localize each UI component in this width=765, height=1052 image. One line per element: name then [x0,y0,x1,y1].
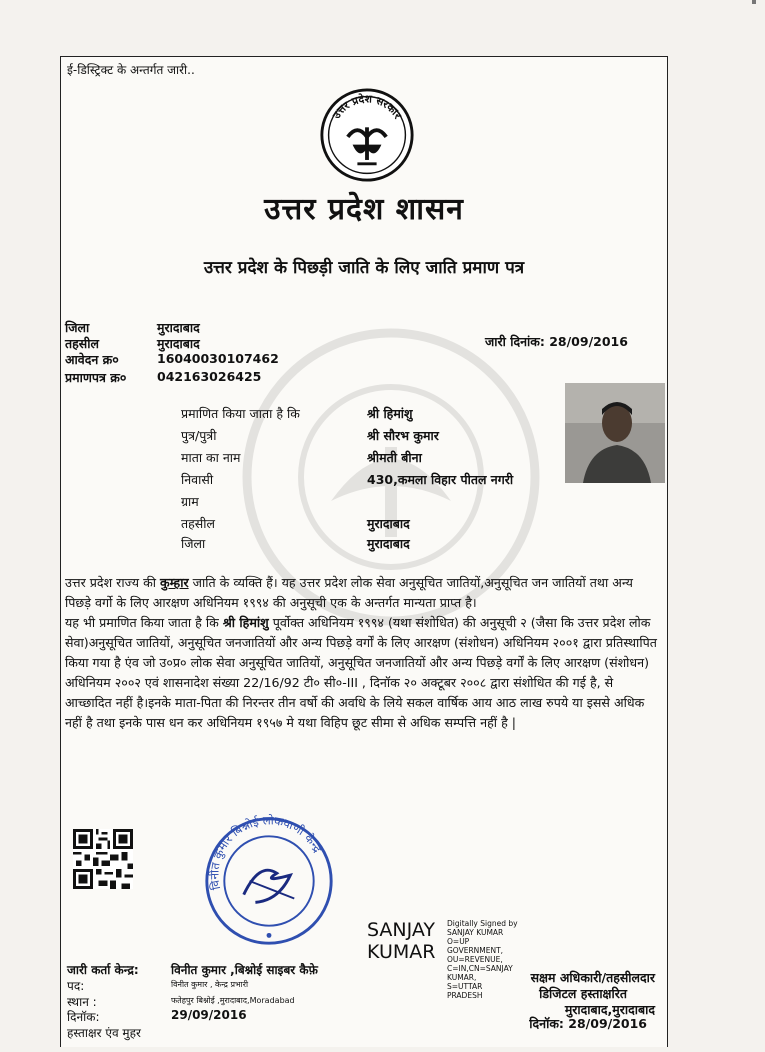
certificate-sheet [60,56,668,1047]
issuer-place-value: फतेहपुर बिश्नोई ,मुरादाबाद,Moradabad [171,996,295,1005]
issue-date: जारी दिनांक: 28/09/2016 [485,334,628,349]
scan-speck [752,0,756,4]
district-value: मुरादाबाद [157,320,200,335]
detail-value: श्रीमती बीना [367,450,422,465]
paragraph-income [65,613,661,733]
tehsil-label: तहसील [65,336,99,351]
detail-label: माता का नाम [181,450,241,465]
detail-value: श्री सौरभ कुमार [367,428,439,443]
paragraph-caste [65,573,661,613]
digital-signer-name: SANJAY KUMAR [367,919,436,963]
detail-label: तहसील [181,516,215,531]
tehsil-value: मुरादाबाद [157,336,200,351]
district-label: जिला [65,320,90,335]
issuer-date-label: दिनॉक: [67,1010,100,1024]
detail-label: जिला [181,536,206,551]
certificate-body [65,573,661,733]
detail-value: मुरादाबाद [367,516,410,531]
issuer-post-value: विनीत कुमार , केन्द्र प्रभारी [171,980,249,989]
digital-signature-details: Digitally Signed by SANJAY KUMAR O=UP GOVERNMENT, OU=REVENUE, C=IN,CN=SANJAY KUMAR, S=UTTAR PRADESH [447,919,518,1000]
issuer-center-value: विनीत कुमार ,बिश्नोई साइबर कैफ़े [171,963,318,977]
page-title: उत्तर प्रदेश शासन [264,192,464,227]
issuer-center-label: जारी कर्ता केन्द्र: [67,963,139,977]
detail-label: ग्राम [181,494,199,509]
issuer-sign-label: हस्ताक्षर एंव मुहर [67,1026,141,1040]
issuer-place-label: स्थान : [67,995,97,1009]
certificate-value: 042163026425 [157,369,262,384]
detail-label: पुत्र/पुत्री [181,428,217,443]
body-text-1b: जाति के व्यक्ति हैं। यह उत्तर प्रदेश लोक सेवा अनुसूचित जातियों,अनुसूचित जन जातियों तथा अन्य पिछड़े वर्गो के लिए आरक्षण अधिनियम १९९४ की अनुसूची एक के अन्तर्गत मान्यता प्राप्त है। [65,575,633,610]
detail-label: निवासी [181,472,214,487]
body-applicant-name: श्री हिमांशु [222,615,269,630]
seal-text: विनीत कुमार बिश्नोई लोकवाणी केन्द्र [207,813,325,891]
person-photo-icon [565,383,665,483]
issuer-post-label: पद: [67,979,85,993]
up-govt-emblem-icon [319,87,415,183]
detail-value: मुरादाबाद [367,536,410,551]
body-text-2a: यह भी प्रमाणित किया जाता है कि [65,615,223,630]
applicant-photo [565,383,665,483]
detail-value: श्री हिमांशु [367,406,413,421]
edistrict-note: ई-डिस्ट्रिक्ट के अन्तर्गत जारी.. [67,63,195,77]
official-seal-icon [201,813,337,949]
authority-location: मुरादाबाद,मुरादाबाद [564,1002,655,1017]
application-value: 16040030107462 [157,351,279,366]
certificate-label: प्रमाणपत्र क्र० [65,370,127,385]
detail-value: 430,कमला विहार पीतल नगरी [367,472,514,487]
detail-label: प्रमाणित किया जाता है कि [181,406,300,421]
certificate-subtitle: उत्तर प्रदेश के पिछड़ी जाति के लिए जाति प्रमाण पत्र [203,258,525,278]
emblem-text: उत्तर प्रदेश सरकार [330,93,404,122]
authority-title: सक्षम अधिकारी/तहसीलदार [530,970,655,985]
authority-digital: डिजिटल हस्ताक्षरित [539,986,627,1001]
qr-code-icon [73,829,133,889]
authority-date: दिनॉक: 28/09/2016 [529,1016,647,1031]
body-text-2b: पूर्वोक्त अधिनियम १९९४ (यथा संशोधित) की अनुसूची २ (जैसा कि उत्तर प्रदेश लोक सेवा)अनुसूचित जातियों, अनुसूचित जनजातियों और अन्य पिछड़े वर्गों के लिए आरक्षण (संशोधन) अधिनियम २००१ द्वारा प्रतिस्थापित किया गया है एंव जो उ०प्र० लोक सेवा अनुसूचित जातियों, अनुसूचित जनजातियों और अन्य पिछड़े वर्गों के लिए आरक्षण (संशोधन) अधिनियम २००२ एवं शासनादेश संख्या 22/16/92 टी० सी०-III , दिनॉक २० अक्टूबर २००८ द्वारा संशोधित की गई है, से आच्छादित नहीं है।इनके माता-पिता की निरन्तर तीन वर्षो की अवधि के लिये सकल वार्षिक आय आठ लाख रुपये या इससे अधिक नहीं है तथा इनके पास धन कर अधिनियम १९५७ मे यथा विहिप छूट सीमा से अधिक सम्पत्ति नहीं है | [65,615,657,730]
caste-name: कुम्हार [160,575,189,590]
body-text-1a: उत्तर प्रदेश राज्य की [65,575,161,590]
application-label: आवेदन क्र० [65,352,119,367]
issuer-date-value: 29/09/2016 [171,1008,247,1022]
